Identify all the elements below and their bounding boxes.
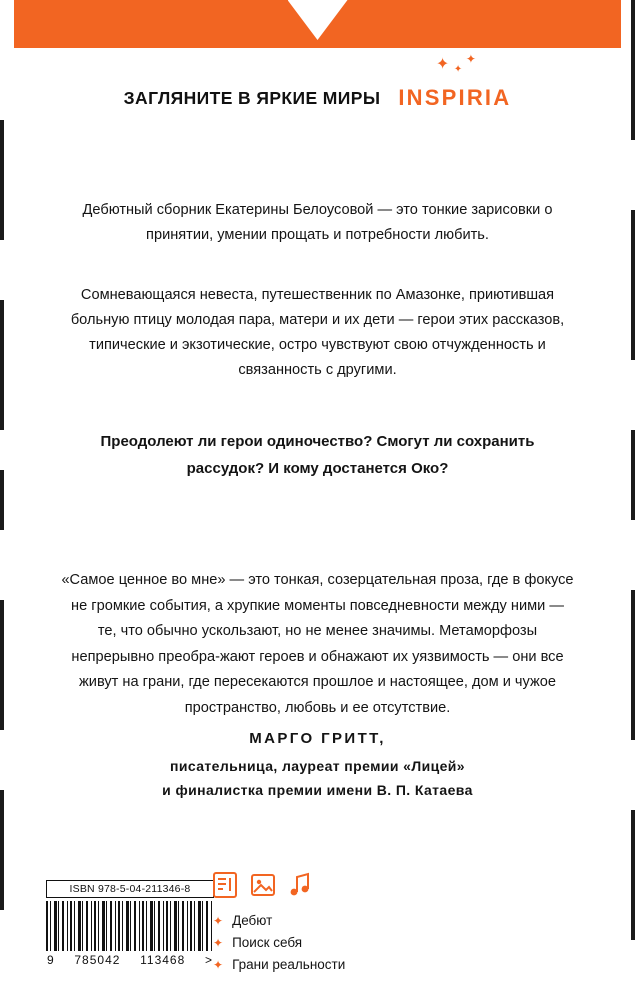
- edge-mark: [631, 210, 635, 360]
- isbn-label: ISBN 978-5-04-211346-8: [46, 880, 214, 898]
- barcode-digits: [46, 953, 214, 967]
- sparkle-icon: ✦: [213, 913, 224, 928]
- band-notch: [288, 0, 348, 40]
- edge-mark: [631, 810, 635, 940]
- barcode-digit-left: 9: [47, 953, 55, 967]
- format-icons: [213, 872, 311, 903]
- edge-mark: [631, 0, 635, 140]
- sparkle-icon: ✦: [435, 56, 450, 73]
- tag-label: Дебют: [232, 913, 273, 928]
- review-attribution: [60, 730, 575, 802]
- cover-header: [0, 52, 635, 111]
- reviewer-role-line-2: и финалистка премии имени В. П. Катаева: [162, 782, 473, 798]
- spine-mark: [0, 470, 4, 530]
- publisher-logo-text: INSPIRIA: [398, 85, 512, 110]
- barcode-digit-right: 113468: [140, 953, 186, 967]
- spine-mark: [0, 600, 4, 730]
- sparkle-icon: ✦: [453, 64, 463, 75]
- list-item: [213, 935, 345, 950]
- barcode-bars: [46, 901, 214, 951]
- reviewer-role-line-1: писательница, лауреат премии «Лицей»: [170, 758, 465, 774]
- sparkle-icon: ✦: [213, 957, 224, 972]
- blurb-paragraph-1: Дебютный сборник Екатерины Белоусовой — это тонкие зарисовки о принятии, умении прощать и потребности любить.: [82, 202, 553, 243]
- theme-tag-list: [213, 913, 345, 979]
- spine-mark: [0, 790, 4, 910]
- tag-label: Поиск себя: [232, 935, 303, 950]
- reviewer-name: МАРГО ГРИТТ,: [249, 730, 386, 747]
- image-icon: [251, 872, 275, 903]
- blurb-questions: Преодолеют ли герои одиночество? Смогут ли сохранить рассудок? И кому достанется Око?: [100, 433, 535, 477]
- blurb-paragraph-2: Сомневающаяся невеста, путешественник по Амазонке, приютившая больную птицу молодая пара, матери и их дети — герои этих рассказов, типические и экзотические, остро чувствуют свою отчужденность и связанность с другими.: [70, 287, 565, 378]
- review-quote: «Самое ценное во мне» — это тонкая, созерцательная проза, где в фокусе не громкие события, а хрупкие моменты повседневности между ними — те, что обычно ускользают, но не менее значимы. Метаморфозы непрерывно преобра-жают героев и обнажают их уязвимость — они все живут на грани, где пересекаются прошлое и настоящее, дом и чужое пространство, любовь и ее отсутствие.: [61, 572, 574, 716]
- barcode-block: [46, 880, 214, 967]
- sparkle-icon: ✦: [213, 935, 224, 950]
- publisher-logo: [398, 52, 512, 111]
- edge-mark: [631, 430, 635, 520]
- list-item: [213, 913, 345, 928]
- top-orange-band: [14, 0, 621, 48]
- music-note-icon: [289, 872, 311, 903]
- barcode-digit-mid: 785042: [74, 953, 121, 967]
- sparkle-icon: [420, 52, 490, 81]
- headline-text: ЗАГЛЯНИТЕ В ЯРКИЕ МИРЫ: [123, 87, 381, 108]
- right-edge: [621, 0, 635, 1000]
- book-icon: [213, 872, 237, 903]
- spine-mark: [0, 300, 4, 430]
- tag-label: Грани реальности: [232, 957, 346, 972]
- barcode-digit-end: >: [204, 953, 213, 967]
- list-item: [213, 957, 345, 972]
- edge-mark: [631, 590, 635, 740]
- sparkle-icon: ✦: [465, 52, 476, 66]
- spine-mark: [0, 120, 4, 240]
- left-edge: [0, 0, 14, 1000]
